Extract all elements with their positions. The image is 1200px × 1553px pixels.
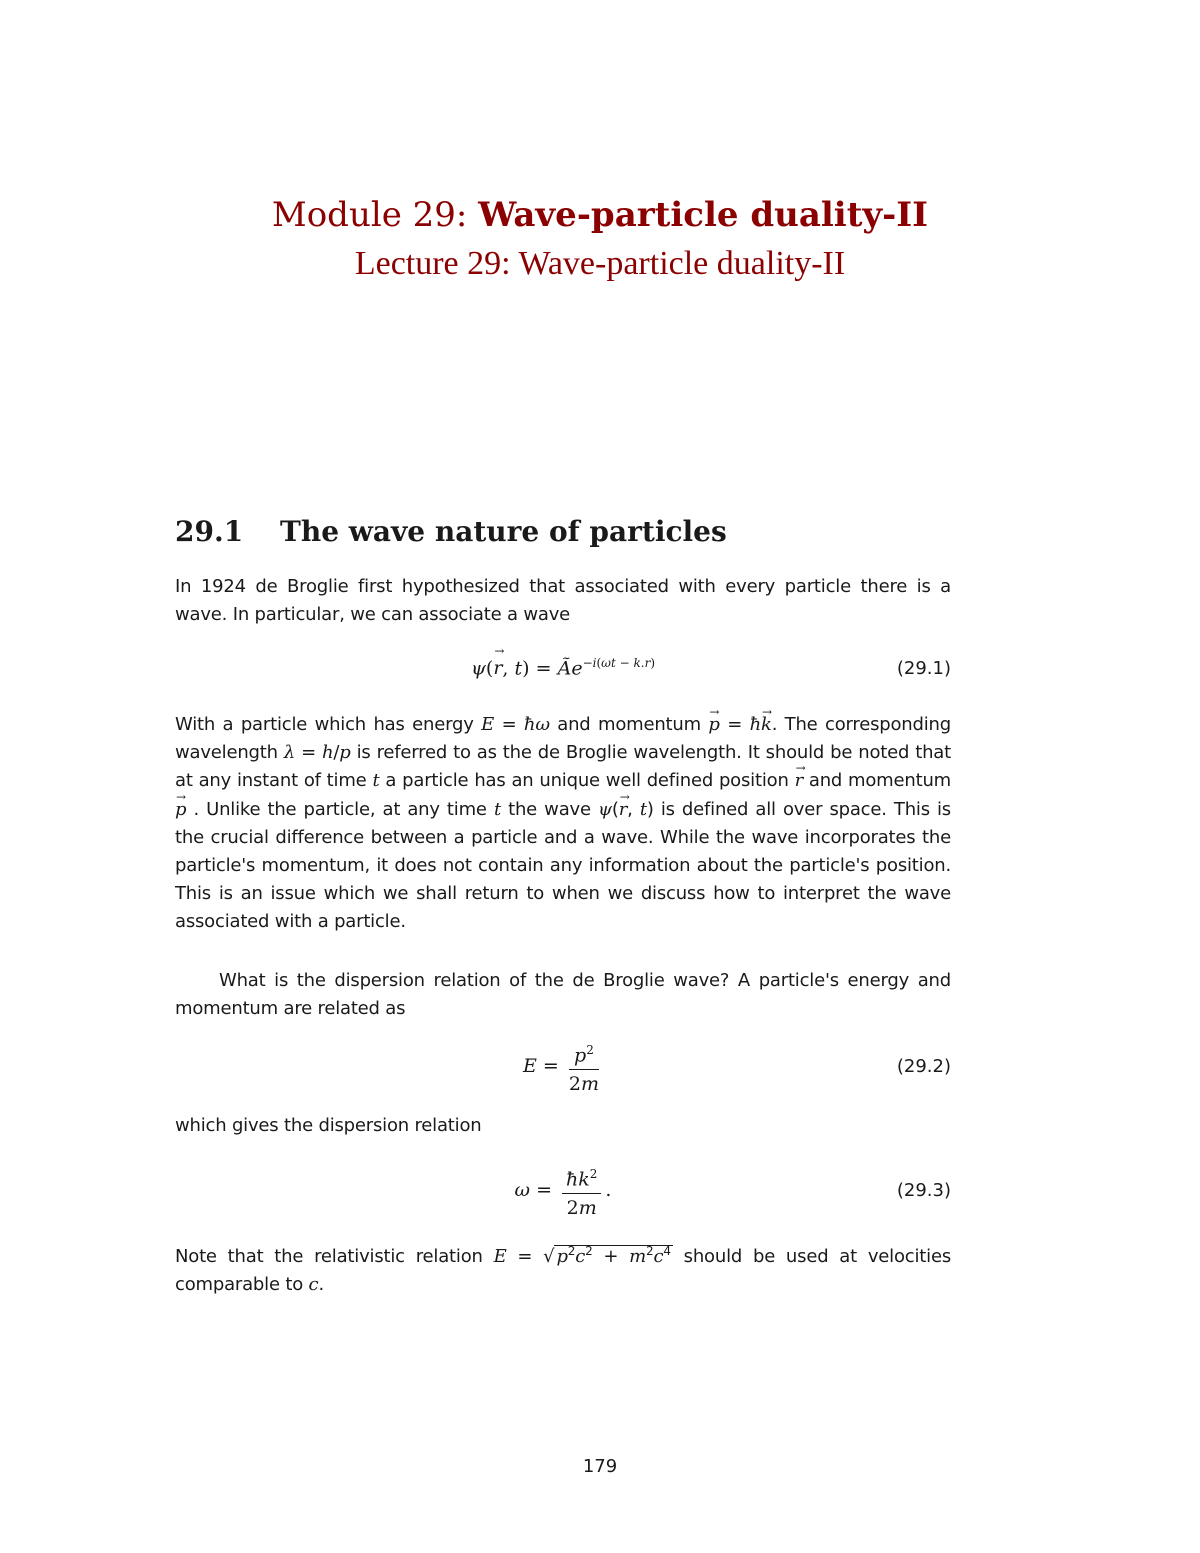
p5-text-c: . <box>318 1274 324 1296</box>
p2-text-h: the wave <box>500 798 598 820</box>
equation-29-2 <box>175 1038 951 1098</box>
p2-text-c: . The corresponding wavelength <box>175 714 951 764</box>
equation-29-3-expression: ω = $\frac{ħk^2}{2m}$ . <box>175 1162 951 1220</box>
p2-text-g: . Unlike the particle, at any time <box>186 798 494 820</box>
equation-29-3-number: (29.3) <box>896 1180 951 1201</box>
lecture-title: Lecture 29: Wave-particle duality-II <box>354 245 846 282</box>
paragraph-which-gives: which gives the dispersion relation <box>175 1115 482 1136</box>
p2-text-i: is defined all over space. This is the crucial difference between a particle and a wave. While the wave incorporates the particle's momentum, it does not contain any information about the particle's position. This is an issue which we shall return to when we discuss how to interpret the wave associated with a particle. <box>175 798 951 933</box>
p2-text-d: is referred to as the de Broglie wavelength. It should be noted that at any instant of time <box>175 742 951 792</box>
module-title <box>0 190 1200 240</box>
p2-text-a: With a particle which has energy <box>175 714 482 735</box>
p2-text-e: a particle has an unique well defined position <box>379 770 795 792</box>
section-title: The wave nature of particles <box>280 515 727 548</box>
module-name: Wave-particle duality-II <box>478 195 929 235</box>
equation-29-1-number: (29.1) <box>896 658 951 679</box>
title-block <box>0 190 1200 288</box>
p5-text-a: Note that the relativistic relation <box>175 1246 494 1267</box>
equation-29-2-number: (29.2) <box>896 1056 951 1077</box>
p2-text-b: and momentum <box>549 714 709 735</box>
paragraph-de-broglie: With a particle which has energy E = ħω and momentum → p = ħ→ k. The corresponding wavelength λ = h/p is referred to as the de Broglie wavelength. It should be noted that at any instant of time t a particle has an unique well defined position → r and momentum → p . Unlike the particle, at any time t the wave ψ(→ r, t) is defined all over space. This is the crucial difference between a particle and a wave. While the wave incorporates the particle's momentum, it does not contain any information about the particle's position. This is an issue which we shall return to when we discuss how to interpret the wave associated with a particle. <box>175 711 951 937</box>
equation-29-1-expression: ψ(→ r, $t) = Ãe^{-i(\omega t - k.r)}$ <box>175 656 951 679</box>
module-prefix: Module 29: <box>271 195 479 235</box>
page-number: 179 <box>582 1456 618 1477</box>
paragraph-relativistic-note: Note that the relativistic relation E = √ $p^2c^2 + m^2c^4$ should be used at velocities comparable to c. <box>175 1244 951 1296</box>
section-number: 29.1 <box>175 515 244 548</box>
equation-29-2-expression: E = $\frac{p^2}{2m}$ <box>175 1038 951 1096</box>
equation-29-1 <box>175 656 951 716</box>
equation-29-3 <box>175 1162 951 1222</box>
paragraph-intro: In 1924 de Broglie first hypothesized that associated with every particle there is a wave. In particular, we can associate a wave <box>175 576 951 626</box>
p2-text-f: and momentum <box>802 770 951 792</box>
section-heading <box>175 512 727 552</box>
p5-text-b: should be used at velocities comparable to <box>175 1246 951 1296</box>
paragraph-dispersion-question: What is the dispersion relation of the de Broglie wave? A particle's energy and momentum are related as <box>175 970 951 1020</box>
